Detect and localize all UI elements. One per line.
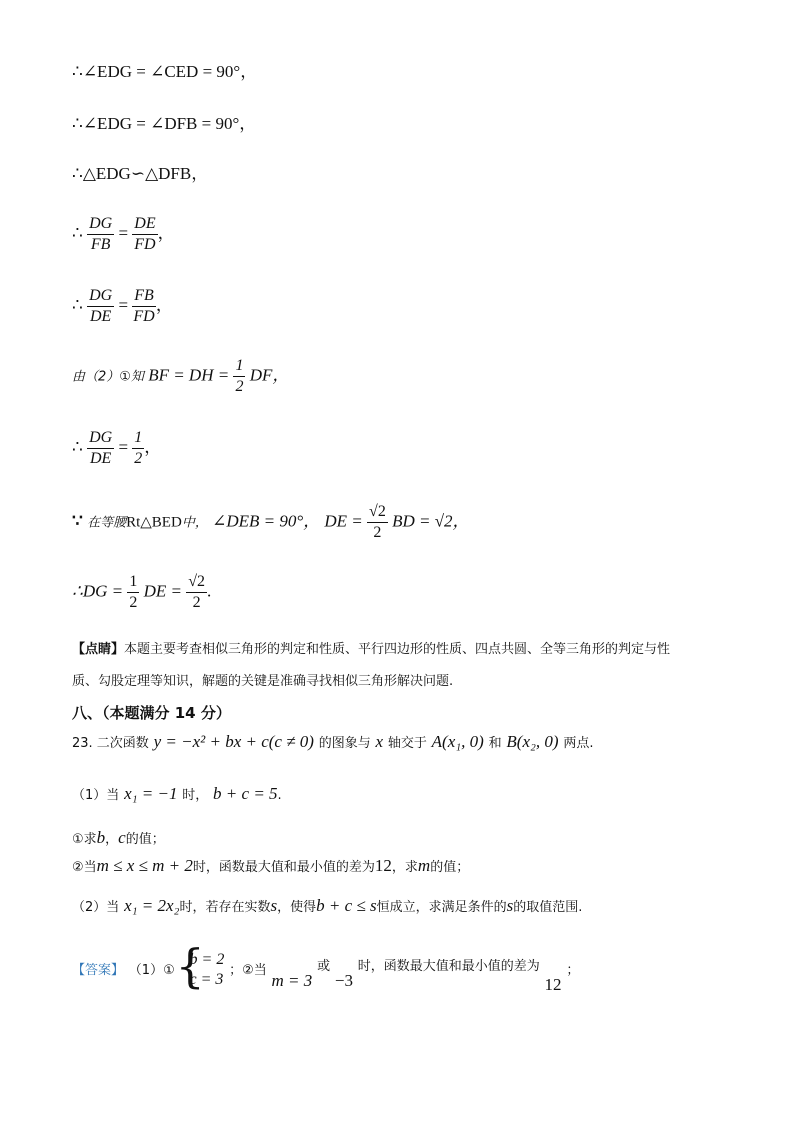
part-2 bbox=[72, 896, 582, 918]
answer-line bbox=[72, 950, 579, 1000]
math-expression: −3 bbox=[334, 971, 353, 990]
problem-text: （2）当 bbox=[72, 900, 120, 915]
proof-text: ∴∠EDG = ∠CED = 90°， bbox=[72, 62, 258, 81]
answer-text: ； bbox=[566, 963, 580, 978]
equation: c = 3 bbox=[189, 971, 224, 988]
math-expression: m = 3 bbox=[271, 971, 313, 990]
math-expression: DE = bbox=[143, 581, 182, 601]
problem-text: 的取值范围. bbox=[513, 900, 583, 915]
answer-text: （1）① bbox=[128, 963, 175, 978]
math-expression: c bbox=[118, 828, 126, 847]
math-expression: ∴DG = bbox=[72, 581, 124, 601]
note-tag: 【点睛】 bbox=[72, 642, 125, 657]
math-expression: A(x₁, 0) bbox=[431, 732, 484, 751]
problem-text: （1）当 bbox=[72, 788, 120, 803]
proof-line-3 bbox=[72, 164, 208, 184]
math-expression: b + c ≤ s bbox=[316, 896, 377, 915]
math-expression: x₁ = −1 bbox=[124, 784, 178, 803]
math-expression: s bbox=[506, 896, 514, 915]
problem-text: ，使得 bbox=[277, 900, 317, 915]
problem-text: 23. 二次函数 bbox=[72, 736, 149, 751]
math-expression: b + c = 5 bbox=[213, 784, 278, 803]
math-expression: B(x₂, 0) bbox=[506, 732, 559, 751]
math-expression: BD = √2， bbox=[392, 511, 470, 531]
math-expression: DE = bbox=[324, 511, 363, 531]
fraction: $\frac{DE}{FD}$ bbox=[134, 215, 156, 253]
math-expression: x₁ = 2x₂ bbox=[124, 896, 180, 915]
math-expression: y = −x² + bx + c(c ≠ 0) bbox=[153, 732, 314, 751]
problem-text: 恒成立，求满足条件的 bbox=[376, 900, 507, 915]
math-expression: Rt△BED bbox=[126, 514, 182, 531]
proof-line-7: ∴ $\frac{DG}{DE}$ = $\frac{1}{2}$ ， bbox=[72, 429, 162, 467]
because-symbol: ∵ bbox=[72, 511, 83, 531]
problem-text: 的值； bbox=[125, 832, 165, 847]
proof-line-5: ∴ $\frac{DG}{DE}$ = $\frac{FB}{FD}$ ， bbox=[72, 287, 173, 325]
proof-text: 中， bbox=[181, 515, 208, 531]
answer-text: ；②当 bbox=[229, 963, 267, 978]
therefore-symbol: ∴ bbox=[72, 223, 83, 243]
fraction: $\frac{1}{2}$ bbox=[134, 429, 143, 467]
question-2 bbox=[72, 856, 469, 878]
math-expression: m bbox=[417, 856, 431, 875]
question-1 bbox=[72, 828, 165, 850]
note-text: 本题主要考查相似三角形的判定和性质、平行四边形的性质、四点共圆、全等三角形的判定与性 bbox=[124, 642, 671, 657]
fraction: $\frac{1}{2}$ bbox=[129, 573, 138, 611]
proof-text: ∴∠EDG = ∠DFB = 90°， bbox=[72, 114, 257, 133]
problem-text: ，求 bbox=[391, 860, 418, 875]
problem-text: 时，若存在实数 bbox=[179, 900, 271, 915]
fraction: $\frac{DG}{DE}$ bbox=[89, 287, 113, 325]
therefore-symbol: ∴ bbox=[72, 295, 83, 315]
problem-text: 和 bbox=[488, 736, 502, 751]
equation-system bbox=[180, 950, 225, 990]
proof-line-2 bbox=[72, 114, 256, 134]
proof-line-1 bbox=[72, 62, 257, 82]
math-expression: m ≤ x ≤ m + 2 bbox=[96, 856, 193, 875]
math-expression: 12 bbox=[544, 975, 562, 994]
note-line-2 bbox=[72, 672, 453, 692]
section-heading: 八、（本题满分 14 分） bbox=[72, 704, 231, 722]
problem-text: 轴交于 bbox=[387, 736, 427, 751]
problem-text: 两点. bbox=[563, 736, 594, 751]
answer-tag: 【答案】 bbox=[72, 963, 125, 978]
problem-stem bbox=[72, 732, 594, 754]
fraction: $\frac{DG}{DE}$ bbox=[89, 429, 113, 467]
proof-line-4: ∴ $\frac{DG}{FB}$ = $\frac{DE}{FD}$ ， bbox=[72, 215, 175, 253]
problem-text: ②当 bbox=[72, 860, 97, 875]
fraction: $\frac{FB}{FD}$ bbox=[133, 287, 155, 325]
math-expression: DF， bbox=[249, 365, 290, 385]
problem-text: ， bbox=[105, 832, 119, 847]
answer-text: 时，函数最大值和最小值的差为 bbox=[357, 959, 540, 974]
problem-text: 的图象与 bbox=[318, 736, 371, 751]
problem-text: . bbox=[277, 788, 282, 803]
math-expression: 12 bbox=[374, 856, 392, 875]
proof-text: ∴△EDG∽△DFB， bbox=[72, 164, 209, 183]
equation: { b = 2 bbox=[189, 951, 225, 968]
math-expression: b bbox=[96, 828, 106, 847]
proof-text: 由（2）①知 bbox=[72, 369, 144, 385]
math-expression: x bbox=[375, 732, 384, 751]
part-1 bbox=[72, 784, 282, 806]
proof-line-6 bbox=[72, 356, 289, 397]
fraction: $\frac{1}{2}$ bbox=[235, 357, 244, 395]
problem-text: 的值； bbox=[430, 860, 470, 875]
proof-text: 在等腰 bbox=[87, 515, 127, 531]
answer-text: 或 bbox=[317, 959, 331, 974]
fraction: $\frac{√2}{2}$ bbox=[188, 573, 206, 611]
note-line-1 bbox=[72, 640, 670, 660]
problem-text: 时， bbox=[182, 788, 209, 803]
math-expression: ∠DEB = 90°， bbox=[212, 511, 321, 531]
therefore-symbol: ∴ bbox=[72, 437, 83, 457]
math-expression: s bbox=[270, 896, 278, 915]
note-text: 质、勾股定理等知识，解题的关键是准确寻找相似三角形解决问题. bbox=[72, 674, 454, 689]
fraction: $\frac{√2}{2}$ bbox=[369, 503, 386, 541]
problem-text: ①求 bbox=[72, 832, 97, 847]
proof-line-9: ∴DG = $\frac{1}{2}$ DE = $\frac{√2}{2}$ . bbox=[72, 573, 212, 611]
fraction: $\frac{DG}{FB}$ bbox=[89, 215, 113, 253]
problem-text: 时，函数最大值和最小值的差为 bbox=[192, 860, 375, 875]
math-expression: BF = DH = bbox=[148, 365, 230, 385]
proof-line-8 bbox=[72, 502, 470, 543]
